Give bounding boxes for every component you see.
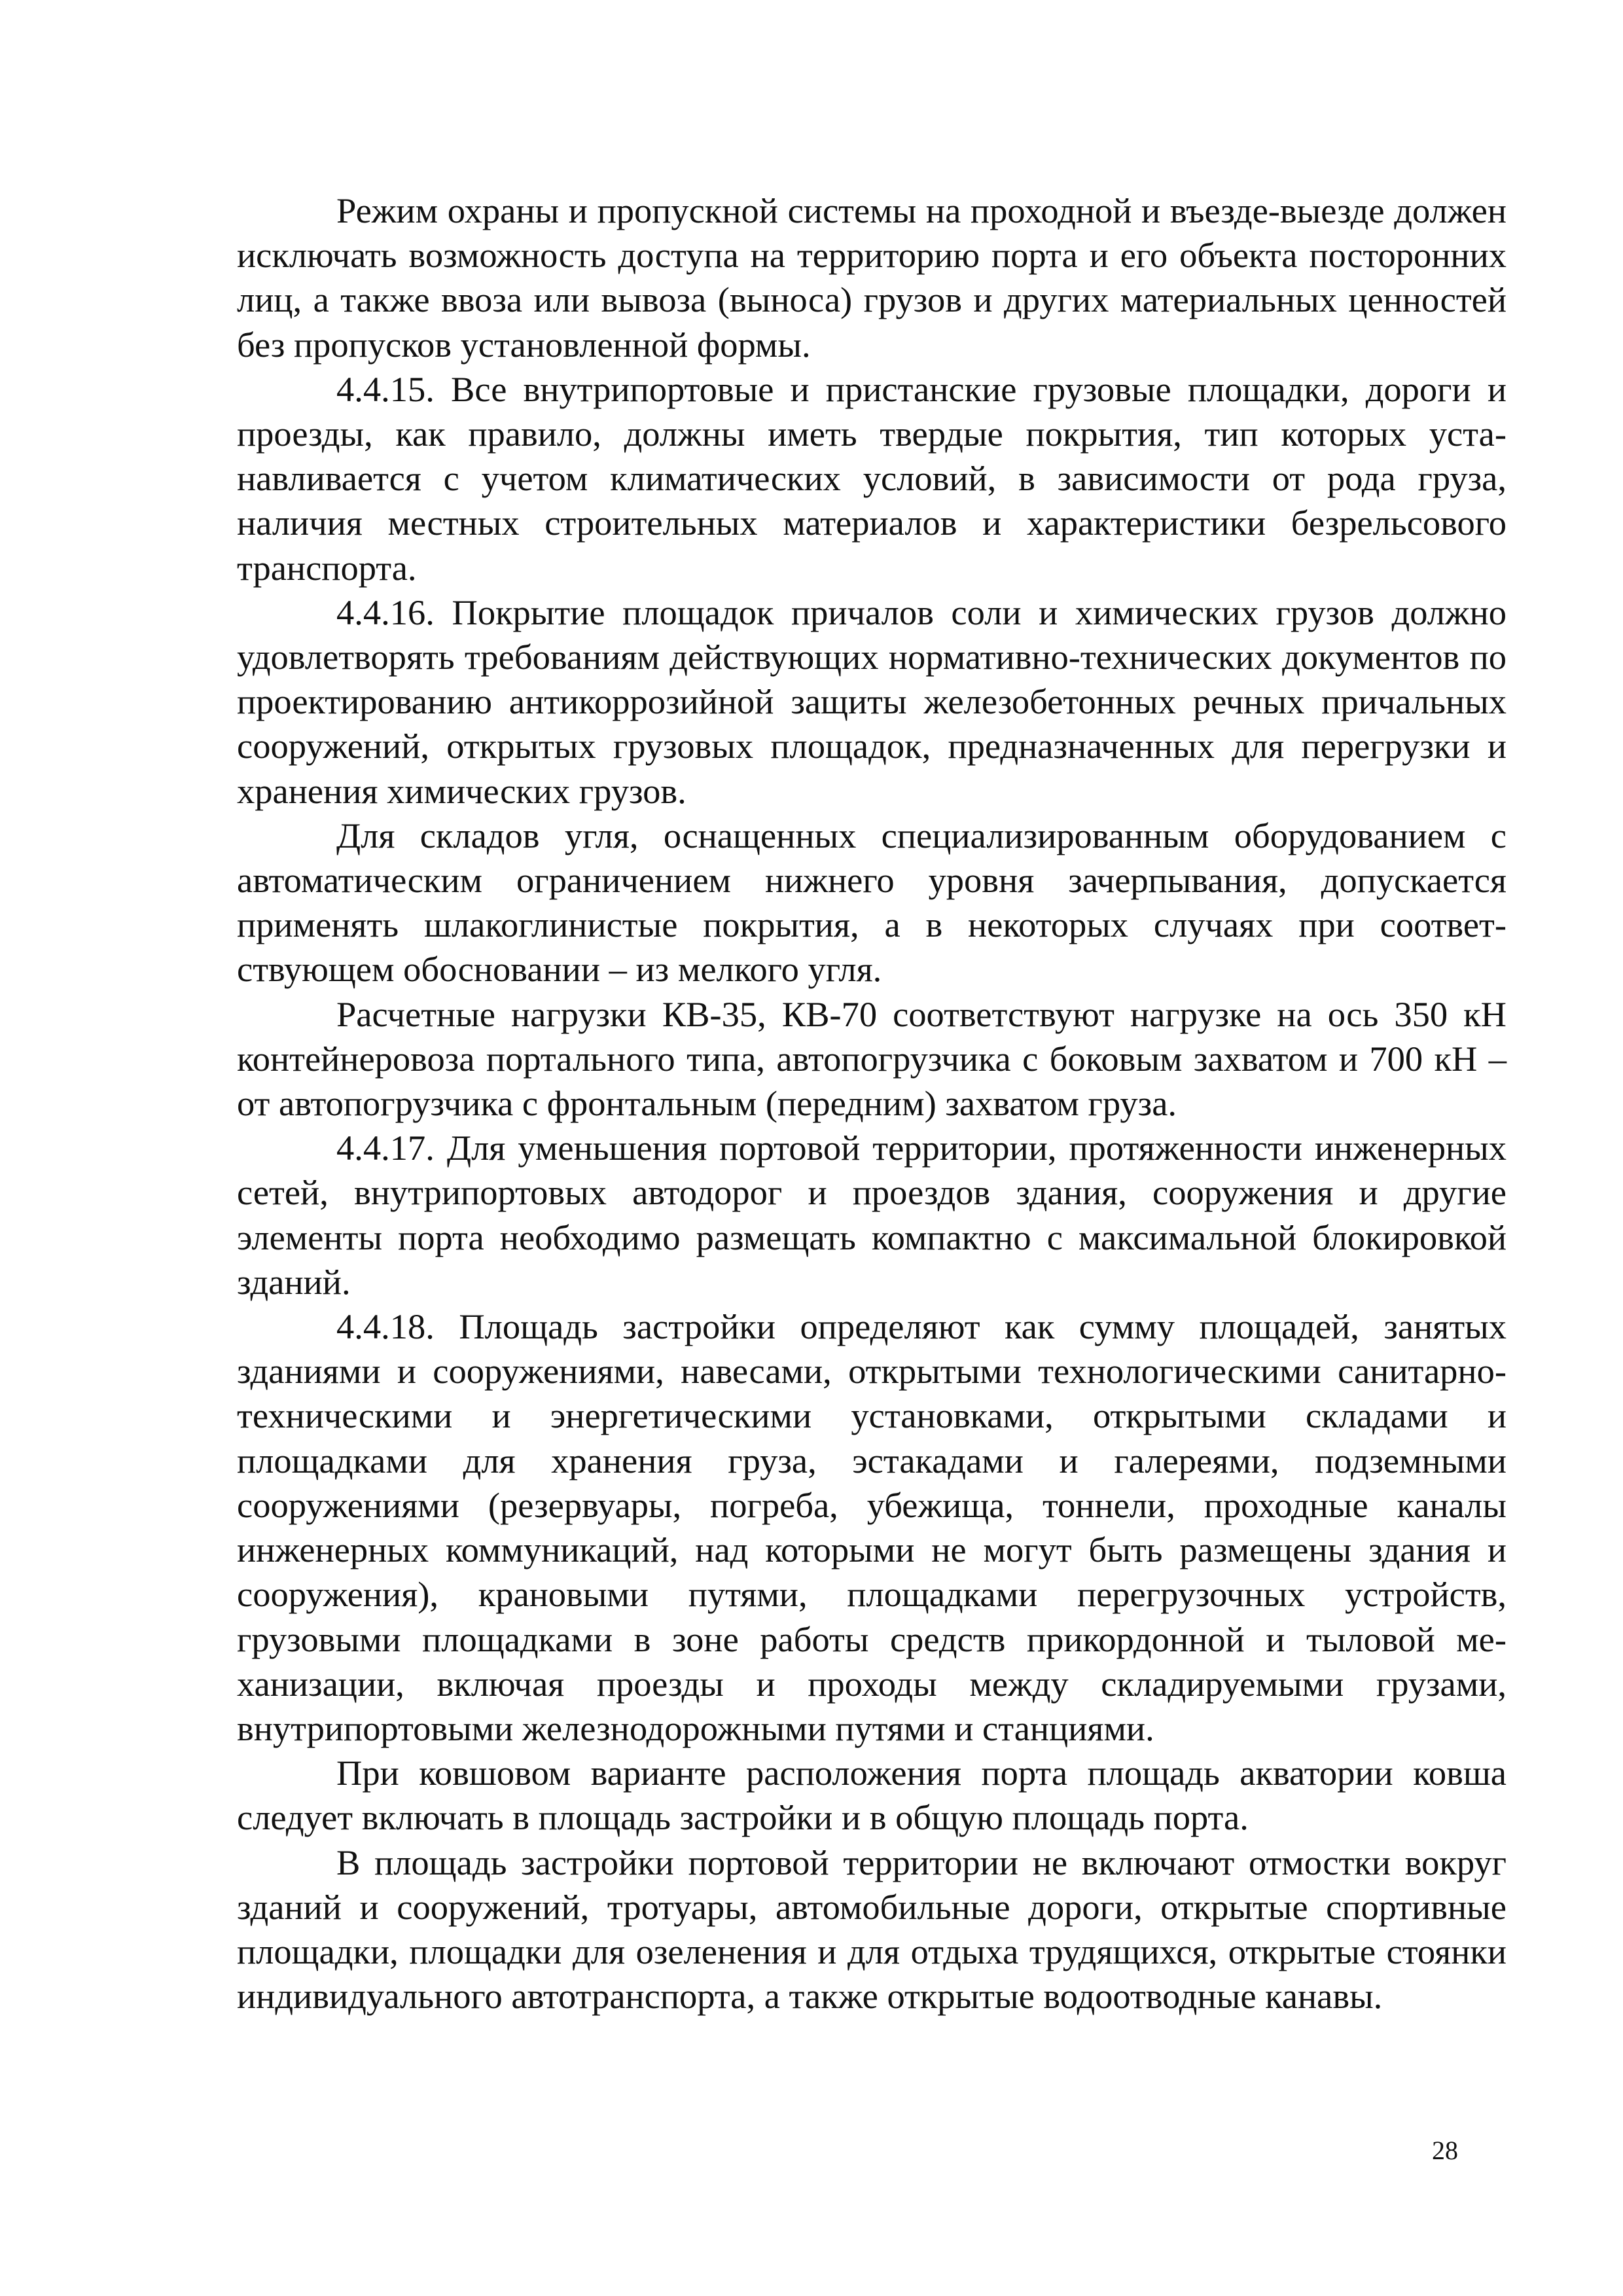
page-number: 28: [1432, 2136, 1458, 2165]
paragraph-bucket-variant: При ковшовом варианте расположения порта площадь акватории ковша следует включать в площадь застройки и в общую площадь порта.: [237, 1753, 1507, 1838]
paragraph-coal-storage: Для складов угля, оснащенных специализированным оборудованием с автоматическим ограничением нижнего уровня зачерпывания, допускается применять шлакоглинистые покрытия, а в некоторых случаях при соответствующем обосновании – из мелкого угля.: [237, 815, 1507, 990]
paragraph-excluded-areas: В площадь застройки портовой территории не включают отмостки вокруг зданий и сооружений, тротуары, автомобильные дороги, открытые спортивные площадки, площадки для озеленения и для отдыха трудящихся, открытые стоянки индивидуального автотранспорта, а также открытые водоотводные канавы.: [237, 1842, 1507, 2017]
body-text: [237, 188, 1507, 2018]
paragraph-4-4-16: 4.4.16. Покрытие площадок причалов соли и химических грузов должно удовлетворять требованиям действующих нормативно-технических документов по проектированию антикоррозийной защиты железобетонных речных причальных сооружений, открытых грузовых площадок, предназначенных для перегрузки и хранения химических грузов.: [237, 592, 1507, 811]
paragraph-4-4-17: 4.4.17. Для уменьшения портовой территории, протяженности инженерных сетей, внутрипортовых автодорог и проездов здания, сооружения и другие элементы порта необходимо размещать компактно с максимальной блокировкой зданий.: [237, 1128, 1507, 1302]
paragraph-design-loads: Расчетные нагрузки КВ-35, КВ-70 соответствуют нагрузке на ось 350 кН контейнеровоза портального типа, автопогрузчика с боковым захватом и 700 кН – от автопогрузчика с фронтальным (передним) захватом груза.: [237, 994, 1507, 1124]
paragraph-4-4-15: 4.4.15. Все внутрипортовые и пристанские грузовые площадки, дороги и проезды, как правило, должны иметь твердые покрытия, тип которых устанавливается с учетом климатических условий, в зависимости от рода груза, наличия местных строительных материалов и характеристики безрельсового транспорта.: [237, 368, 1507, 588]
paragraph-4-4-18: 4.4.18. Площадь застройки определяют как сумму площадей, занятых зданиями и сооружениями, навесами, открытыми технологическими санитарно-техническими и энергетическими установками, открытыми складами и площадками для хранения груза, эстакадами и галереями, подземными сооружениями (резервуары, погреба, убежища, тоннели, проходные каналы инженерных коммуникаций, над которыми не могут быть размещены здания и сооружения), крановыми путями, площадками перегрузочных устройств, грузовыми площадками в зоне работы средств прикордонной и тыловой механизации, включая проезды и проходы между складируемыми грузами, внутрипортовыми железнодорожными путями и станциями.: [237, 1306, 1507, 1748]
paragraph-security-regime: Режим охраны и пропускной системы на проходной и въезде-выезде должен исключать возможность доступа на территорию порта и его объекта посторонних лиц, а также ввоза или вывоза (выноса) грузов и других материальных ценностей без пропусков установленной формы.: [237, 190, 1507, 365]
